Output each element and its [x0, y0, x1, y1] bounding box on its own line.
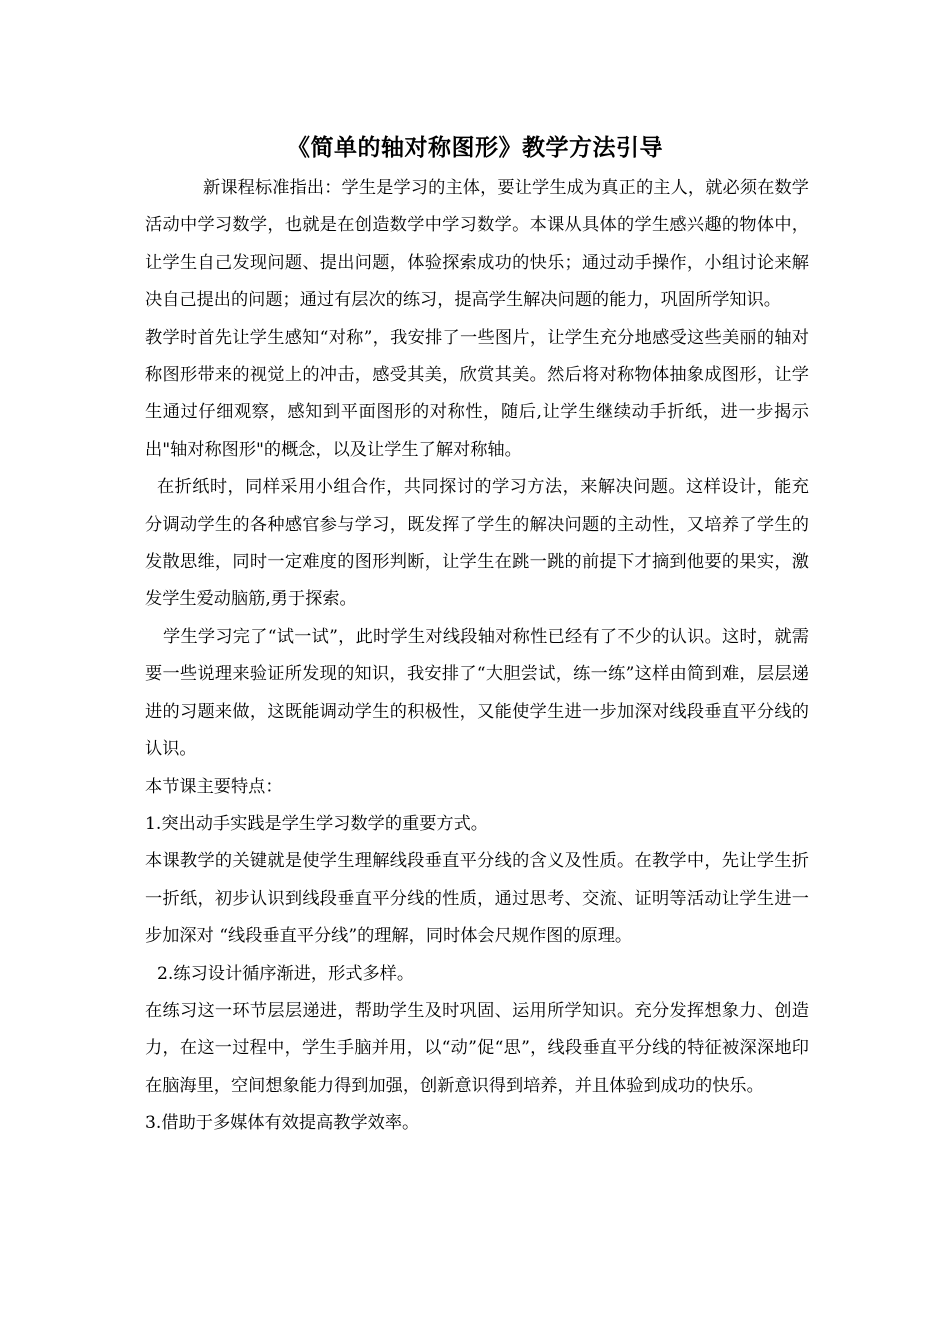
paragraph-feature-2-heading: 2.练习设计循序渐进，形式多样。 [157, 963, 415, 984]
paragraph-feature-1-body: 本课教学的关键就是使学生理解线段垂直平分线的含义及性质。在教学中，先让学生折一折纸，初步认识到线段垂直平分线的性质，通过思考、交流、证明等活动让学生进一步加深对 “线段垂直平分线”的理解，同时体会尺规作图的原理。 [145, 851, 809, 947]
paragraph-feature-2-body: 在练习这一环节层层递进，帮助学生及时巩固、运用所学知识。充分发挥想象力、创造力，在这一过程中，学生手脑并用，以“动”促“思”，线段垂直平分线的特征被深深地印在脑海里，空间想象能力得到加强，创新意识得到培养，并且体验到成功的快乐。 [145, 1000, 809, 1096]
paragraph-intro: 新课程标准指出：学生是学习的主体，要让学生成为真正的主人，就必须在数学活动中学习数学，也就是在创造数学中学习数学。本课从具体的学生感兴趣的物体中，让学生自己发现问题、提出问题，体验探索成功的快乐；通过动手操作，小组讨论来解决自己提出的问题；通过有层次的练习，提高学生解决问题的能力，巩固所学知识。 [145, 178, 809, 311]
paragraph-perception: 教学时首先让学生感知“对称”，我安排了一些图片，让学生充分地感受这些美丽的轴对称图形带来的视觉上的冲击，感受其美，欣赏其美。然后将对称物体抽象成图形，让学生通过仔细观察，感知到平面图形的对称性，随后,让学生继续动手折纸，进一步揭示出"轴对称图形"的概念，以及让学生了解对称轴。 [145, 327, 809, 460]
paragraph-try-it: 学生学习完了“试一试”，此时学生对线段轴对称性已经有了不少的认识。这时，就需要一些说理来验证所发现的知识，我安排了“大胆尝试，练一练”这样由简到难，层层递进的习题来做，这既能调动学生的积极性，又能使学生进一步加深对线段垂直平分线的认识。 [145, 626, 809, 760]
paragraph-paper-folding: 在折纸时，同样采用小组合作，共同探讨的学习方法，来解决问题。这样设计，能充分调动学生的各种感官参与学习，既发挥了学生的解决问题的主动性，又培养了学生的发散思维，同时一定难度的图形判断，让学生在跳一跳的前提下才摘到他要的果实，激发学生爱动脑筋,勇于探索。 [145, 477, 809, 610]
document-body [145, 170, 809, 1143]
paragraph-feature-3-heading: 3.借助于多媒体有效提高教学效率。 [145, 1113, 420, 1134]
document-title: 《简单的轴对称图形》教学方法引导 [287, 134, 663, 161]
paragraph-features-heading: 本节课主要特点： [145, 776, 283, 797]
paragraph-feature-1-heading: 1.突出动手实践是学生学习数学的重要方式。 [145, 813, 488, 834]
